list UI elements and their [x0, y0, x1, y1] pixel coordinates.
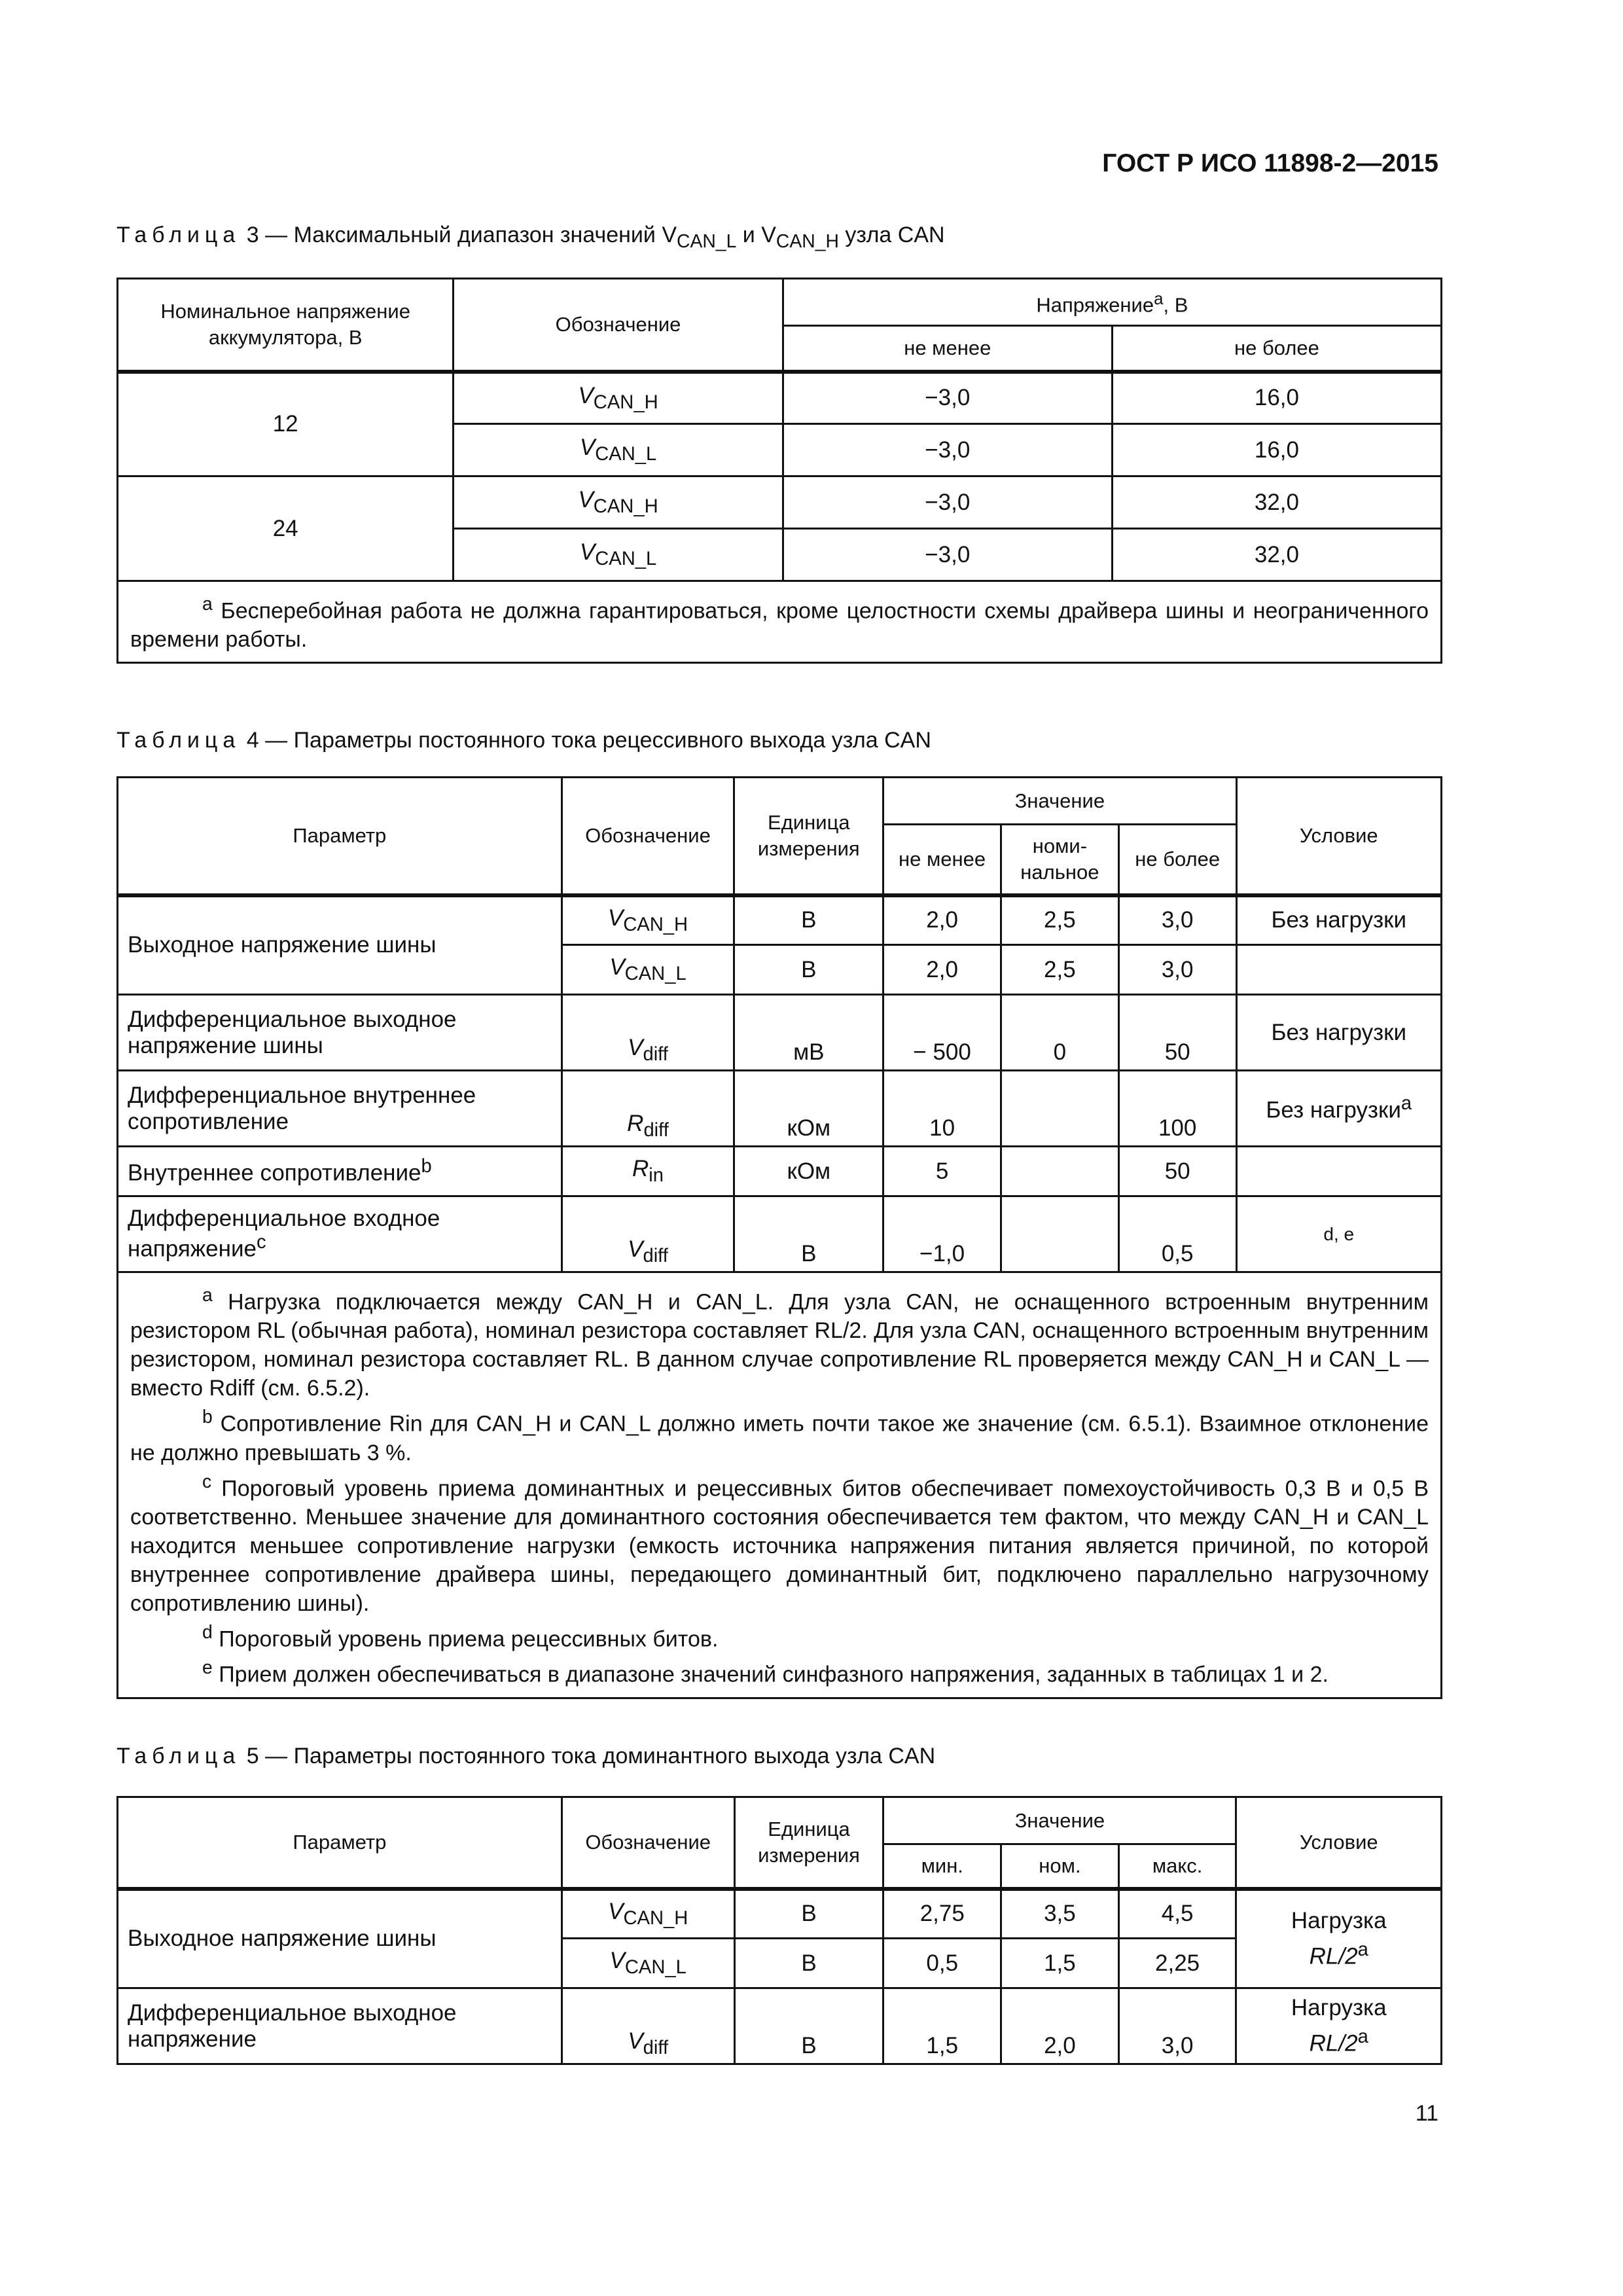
- table3-cell-nominal: 12: [118, 372, 454, 476]
- table4-cell-symbol: $V_{CAN\_H}$: [562, 895, 734, 945]
- table3-cell-min: −3,0: [783, 476, 1112, 529]
- table4-cell-max: 0,5: [1118, 1196, 1236, 1272]
- table5-head-unit: Единица измерения: [734, 1797, 883, 1889]
- table4-cell-cond: Без нагрузки$^a$: [1236, 1071, 1441, 1147]
- table5-cell-unit: В: [734, 1939, 883, 1988]
- table3-cell-min: −3,0: [783, 529, 1112, 581]
- table5-cell-min: 1,5: [883, 1988, 1001, 2064]
- table4-cell-symbol: $V_{diff}$: [562, 1196, 734, 1272]
- table4-cell-cond: Без нагрузки: [1236, 895, 1441, 945]
- table4-cell-nom: 2,5: [1001, 945, 1118, 995]
- table4-cell-unit: кОм: [734, 1147, 883, 1196]
- table3-head-min: не менее: [783, 326, 1112, 372]
- table5-cell-symbol: $V_{CAN\_L}$: [562, 1939, 734, 1988]
- table4-caption: Таблица 4 — Параметры постоянного тока рецессивного выхода узла CAN: [116, 728, 931, 753]
- table5-head-symbol: Обозначение: [562, 1797, 734, 1889]
- table4-footnote-e: $^e$ Прием должен обеспечиваться в диапазоне значений синфазного напряжения, заданных в таблицах 1 и 2.: [202, 1657, 1329, 1687]
- table4-cell-min: 2,0: [883, 895, 1001, 945]
- table4-head-min: не менее: [883, 825, 1001, 895]
- table4-cell-max: 50: [1118, 1147, 1236, 1196]
- table5-cell-symbol: $V_{CAN\_H}$: [562, 1889, 734, 1939]
- table4-cell-min: 10: [883, 1071, 1001, 1147]
- table5: [116, 1796, 1442, 2065]
- table4-head-param: Параметр: [118, 778, 562, 895]
- table5-cell-cond: Нагрузка RL/2$^a$: [1236, 1889, 1442, 1988]
- table4-cell-param: Дифференциальное входное напряжение$^c$: [118, 1196, 562, 1272]
- table3-cell-nominal: 24: [118, 476, 454, 581]
- table4-cell-unit: кОм: [734, 1071, 883, 1147]
- table3-cell-min: −3,0: [783, 424, 1112, 476]
- table4-cell-max: 50: [1118, 995, 1236, 1071]
- table5-cell-max: 3,0: [1118, 1988, 1236, 2064]
- table3-cell-symbol: $V_{CAN\_H}$: [454, 372, 783, 424]
- table5-cell-min: 0,5: [883, 1939, 1001, 1988]
- table4-cell-min: 5: [883, 1147, 1001, 1196]
- table4-cell-symbol: $R_{diff}$: [562, 1071, 734, 1147]
- table4-footnote-a: $^a$ Нагрузка подключается между CAN_H и CAN_L. Для узла CAN, не оснащенного встроенным внутренним резистором RL (обычная работа), номинал резистора составляет RL/2. Для узла CAN, оснащенного встроенным внутренним резистором, номинал резистора составляет RL. В данном случае сопротивление RL проверяется между CAN_H и CAN_L — вместо Rdiff (см. 6.5.2).: [130, 1285, 1429, 1401]
- table3-head-max: не более: [1112, 326, 1441, 372]
- standard-header: ГОСТ Р ИСО 11898-2—2015: [1102, 149, 1438, 177]
- table5-head-value: Значение: [883, 1797, 1236, 1844]
- table5-cell-symbol: $V_{diff}$: [562, 1988, 734, 2064]
- table3-caption: Таблица 3 — Максимальный диапазон значений $V_{CAN\_L}$ и $V_{CAN\_H}$ узла CAN: [116, 223, 945, 252]
- table3-cell-max: 16,0: [1112, 372, 1441, 424]
- page-number: 11: [1415, 2101, 1438, 2126]
- table4-footnote-b: $^b$ Сопротивление Rin для CAN_H и CAN_L должно иметь почти такое же значение (см. 6.5.1). Взаимное отклонение не должно превышать 3 %.: [130, 1407, 1429, 1465]
- table4-cell-cond: d, e: [1236, 1196, 1441, 1272]
- table4-cell-max: 3,0: [1118, 945, 1236, 995]
- table4-cell-unit: В: [734, 945, 883, 995]
- table3-head-voltage: Напряжение$^a$, В: [783, 279, 1441, 326]
- table5-cell-unit: В: [734, 1889, 883, 1939]
- table5-caption: Таблица 5 — Параметры постоянного тока доминантного выхода узла CAN: [116, 1744, 936, 1768]
- table5-cell-nom: 2,0: [1001, 1988, 1119, 2064]
- table4-cell-cond: Без нагрузки: [1236, 995, 1441, 1071]
- table5-cell-nom: 3,5: [1001, 1889, 1119, 1939]
- table4-footnote-d: $^d$ Пороговый уровень приема рецессивных битов.: [202, 1621, 719, 1652]
- table3-cell-max: 16,0: [1112, 424, 1441, 476]
- table4-footnotes: [118, 1272, 1442, 1698]
- table5-head-min: мин.: [883, 1844, 1001, 1889]
- table4-cell-symbol: $R_{in}$: [562, 1147, 734, 1196]
- table4-cell-nom: [1001, 1196, 1118, 1272]
- table4-cell-nom: 0: [1001, 995, 1118, 1071]
- table4-cell-min: −1,0: [883, 1196, 1001, 1272]
- table4-cell-param: Дифференциальное внутреннее сопротивление: [118, 1071, 562, 1147]
- table5-cell-nom: 1,5: [1001, 1939, 1119, 1988]
- table3-footnote: $^a$ Бесперебойная работа не должна гарантироваться, кроме целостности схемы драйвера шины и неограниченного времени работы.: [118, 581, 1442, 663]
- table4-footnote-c: $^c$ Пороговый уровень приема доминантных и рецессивных битов обеспечивает помехоустойчивость 0,3 В и 0,5 В соответственно. Меньшее значение для доминантного состояния обеспечивается тем фактом, что между CAN_H и CAN_L находится меньшее сопротивление нагрузки (емкость источника напряжения питания является причиной, по которой внутреннее сопротивление драйвера шины, передающего доминантный бит, подключено параллельно нагрузочному сопротивлению шины).: [130, 1471, 1429, 1616]
- table4-head-max: не более: [1118, 825, 1236, 895]
- table3: [116, 278, 1442, 664]
- table4-cell-param: Внутреннее сопротивление$^b$: [118, 1147, 562, 1196]
- table4-cell-symbol: $V_{diff}$: [562, 995, 734, 1071]
- table3-cell-min: −3,0: [783, 372, 1112, 424]
- table4-cell-max: 3,0: [1118, 895, 1236, 945]
- table4-head-cond: Условие: [1236, 778, 1441, 895]
- table3-cell-max: 32,0: [1112, 476, 1441, 529]
- table4-cell-param: Выходное напряжение шины: [118, 895, 562, 995]
- table4-head-unit: Единица измерения: [734, 778, 883, 895]
- table4-cell-cond: [1236, 945, 1441, 995]
- table4: [116, 776, 1442, 1699]
- table4-cell-max: 100: [1118, 1071, 1236, 1147]
- table3-cell-max: 32,0: [1112, 529, 1441, 581]
- table4-cell-min: − 500: [883, 995, 1001, 1071]
- table5-cell-unit: В: [734, 1988, 883, 2064]
- table3-cell-symbol: $V_{CAN\_H}$: [454, 476, 783, 529]
- table5-cell-min: 2,75: [883, 1889, 1001, 1939]
- table4-cell-unit: В: [734, 1196, 883, 1272]
- table4-cell-cond: [1236, 1147, 1441, 1196]
- table5-cell-max: 4,5: [1118, 1889, 1236, 1939]
- table3-head-symbol: Обозначение: [454, 279, 783, 372]
- table4-head-nom: номи-нальное: [1001, 825, 1118, 895]
- table4-cell-unit: мВ: [734, 995, 883, 1071]
- table3-cell-symbol: $V_{CAN\_L}$: [454, 529, 783, 581]
- table5-cell-max: 2,25: [1118, 1939, 1236, 1988]
- table4-cell-min: 2,0: [883, 945, 1001, 995]
- table4-cell-nom: [1001, 1147, 1118, 1196]
- table4-cell-unit: В: [734, 895, 883, 945]
- table5-head-param: Параметр: [118, 1797, 562, 1889]
- table5-head-max: макс.: [1118, 1844, 1236, 1889]
- table4-cell-nom: [1001, 1071, 1118, 1147]
- table4-head-value: Значение: [883, 778, 1236, 825]
- table3-head-nominal: Номинальное напряжение аккумулятора, В: [118, 279, 454, 372]
- table5-cell-cond: Нагрузка RL/2$^a$: [1236, 1988, 1442, 2064]
- table5-head-cond: Условие: [1236, 1797, 1442, 1889]
- table4-cell-param: Дифференциальное выходное напряжение шины: [118, 995, 562, 1071]
- table5-head-nom: ном.: [1001, 1844, 1119, 1889]
- table4-head-symbol: Обозначение: [562, 778, 734, 895]
- table4-cell-nom: 2,5: [1001, 895, 1118, 945]
- table3-cell-symbol: $V_{CAN\_L}$: [454, 424, 783, 476]
- table5-cell-param: Выходное напряжение шины: [118, 1889, 562, 1988]
- table5-cell-param: Дифференциальное выходное напряжение: [118, 1988, 562, 2064]
- table4-cell-symbol: $V_{CAN\_L}$: [562, 945, 734, 995]
